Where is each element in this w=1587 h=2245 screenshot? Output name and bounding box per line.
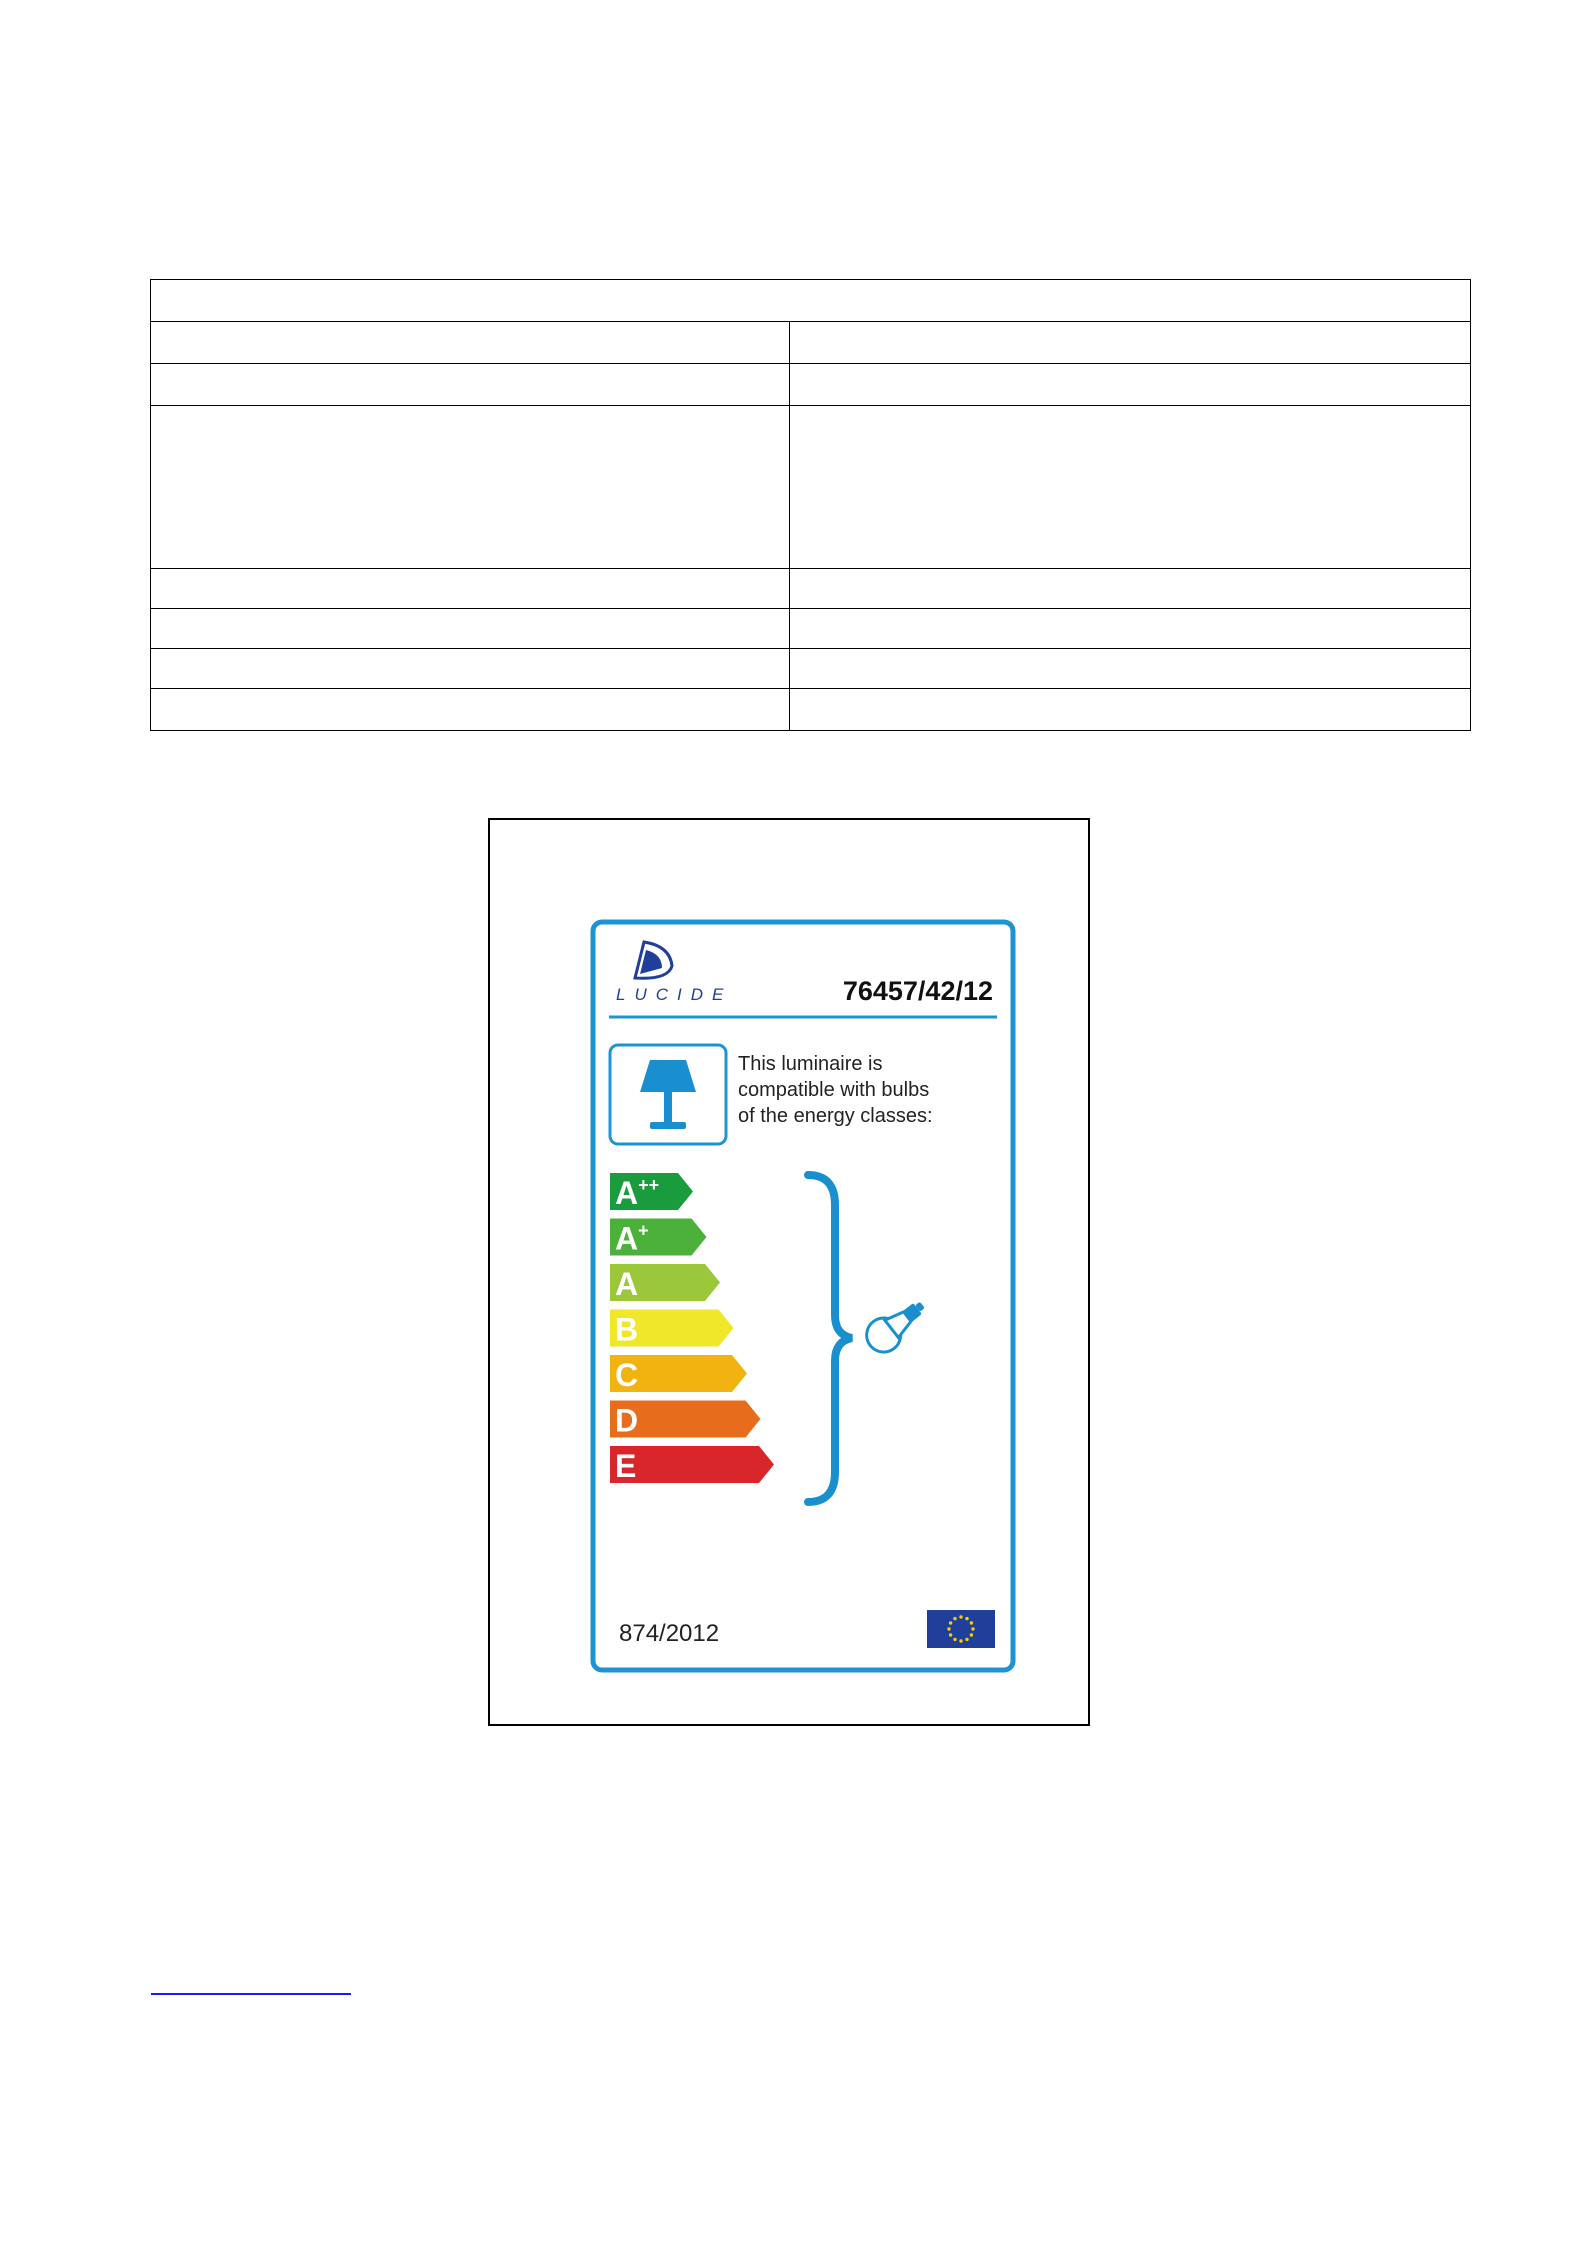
table-row bbox=[151, 609, 1471, 649]
eu-star bbox=[947, 1627, 950, 1630]
energy-class-letter: E bbox=[615, 1448, 637, 1484]
regulation-number: 874/2012 bbox=[619, 1620, 720, 1647]
energy-class-letter: A+ bbox=[615, 1220, 649, 1257]
table-cell bbox=[151, 322, 790, 364]
eu-star bbox=[953, 1638, 956, 1641]
table-cell bbox=[790, 689, 1471, 731]
table-cell bbox=[151, 364, 790, 406]
specification-table bbox=[150, 279, 1471, 731]
eu-star bbox=[965, 1617, 968, 1620]
table-cell bbox=[790, 322, 1471, 364]
table-cell bbox=[790, 569, 1471, 609]
energy-class-letter: A bbox=[615, 1266, 639, 1302]
table-row bbox=[151, 364, 1471, 406]
energy-class-letter: C bbox=[615, 1357, 639, 1393]
table-cell bbox=[151, 569, 790, 609]
compat-text-line: compatible with bulbs bbox=[738, 1079, 930, 1101]
table-row bbox=[151, 569, 1471, 609]
compat-text-line: of the energy classes: bbox=[738, 1105, 933, 1127]
eu-star bbox=[959, 1615, 962, 1618]
table-row bbox=[151, 322, 1471, 364]
table-row bbox=[151, 280, 1471, 322]
eu-star bbox=[970, 1633, 973, 1636]
energy-class-superscript: ++ bbox=[638, 1175, 660, 1195]
compat-text-line: This luminaire is bbox=[738, 1053, 883, 1075]
table-cell bbox=[151, 649, 790, 689]
footer-link[interactable] bbox=[151, 1993, 351, 1995]
table-cell bbox=[790, 364, 1471, 406]
energy-class-letter: A++ bbox=[615, 1175, 660, 1211]
energy-class-letter: B bbox=[615, 1311, 639, 1348]
table-header-cell bbox=[151, 280, 1471, 322]
eu-star bbox=[953, 1617, 956, 1620]
energy-class-superscript: + bbox=[638, 1220, 649, 1241]
eu-flag-icon bbox=[927, 1610, 995, 1648]
table-row bbox=[151, 689, 1471, 731]
table-cell bbox=[790, 406, 1471, 569]
eu-star bbox=[970, 1621, 973, 1624]
eu-star bbox=[959, 1639, 962, 1642]
energy-class-letter: D bbox=[615, 1402, 639, 1439]
product-code: 76457/42/12 bbox=[842, 976, 993, 1006]
table-cell bbox=[790, 609, 1471, 649]
energy-label bbox=[490, 820, 1088, 1724]
table-cell bbox=[151, 406, 790, 569]
eu-star bbox=[965, 1638, 968, 1641]
table-cell bbox=[790, 649, 1471, 689]
table-cell bbox=[151, 609, 790, 649]
eu-star bbox=[949, 1633, 952, 1636]
eu-star bbox=[971, 1627, 974, 1630]
table-cell bbox=[151, 689, 790, 731]
eu-star bbox=[949, 1621, 952, 1624]
brand-name: LUCIDE bbox=[616, 985, 733, 1004]
table-row bbox=[151, 406, 1471, 569]
table-row bbox=[151, 649, 1471, 689]
energy-label-frame bbox=[488, 818, 1090, 1726]
